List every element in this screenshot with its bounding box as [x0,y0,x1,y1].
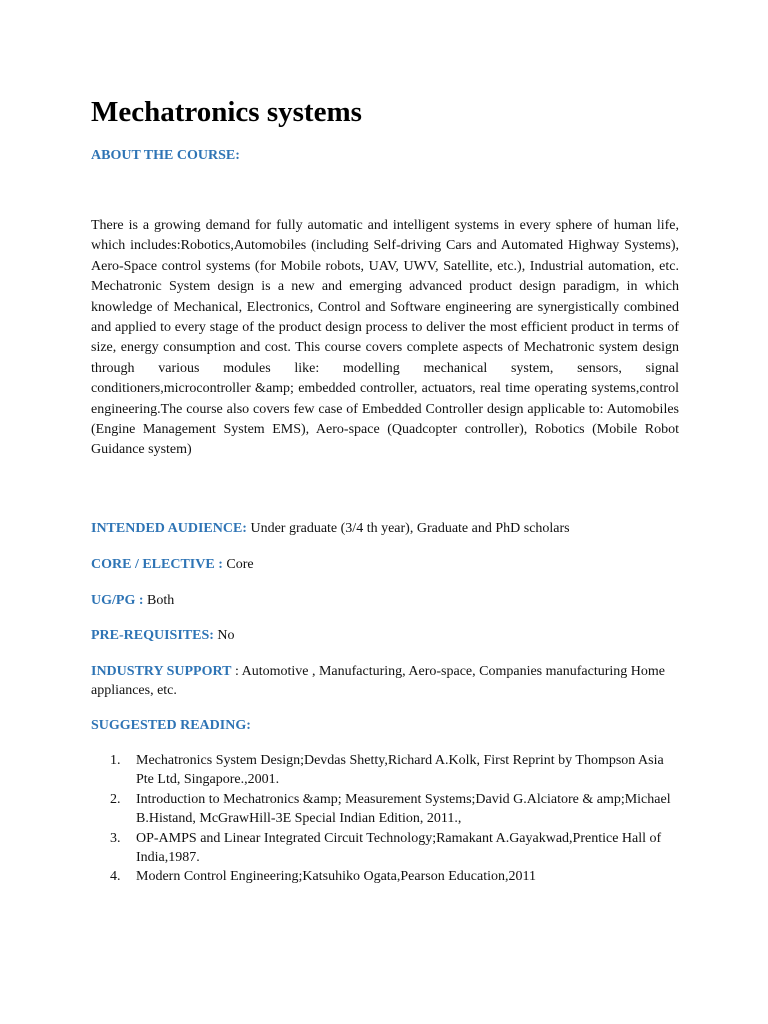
list-item [91,751,679,790]
industry-support-field [91,663,679,700]
list-item [91,867,679,886]
ug-pg-field [91,592,679,611]
industry-support-value: : Automotive , Manufacturing, Aero-space, Companies manufacturing Home appliances, etc. [91,664,665,698]
prerequisites-value: No [213,628,235,643]
course-description: There is a growing demand for fully automatic and intelligent systems in every sphere of human life, which includes:Robotics,Automobiles (including Self-driving Cars and Automated Highway Systems), Aero-Space control systems (for Mobile robots, UAV, UWV, Satellite, etc.), Industrial automation, etc. Mechatronic System design is a new and emerging advanced product design paradigm, in which knowledge of Mechanical, Electronics, Control and Software engineering are synergistically combined and applied to every stage of the product design process to deliver the most efficient product in terms of size, energy consumption and cost. This course covers complete aspects of Mechatronic system design through various modules like: modelling mechanical system, sensors, signal conditioners,microcontroller &amp; embedded controller, actuators, real time operating systems,control engineering.The course also covers few case of Embedded Controller design applicable to: Automobiles (Engine Management System EMS), Aero-space (Quadcopter controller), Robotics (Mobile Robot Guidance system) [91,218,679,458]
intended-audience-field [91,520,679,539]
core-elective-field [91,556,679,575]
industry-support-label: INDUSTRY SUPPORT [91,664,232,679]
list-item-number: 3. [110,830,121,846]
list-item-number: 1. [110,753,121,768]
suggested-reading-list [91,751,679,887]
list-item-text: Modern Control Engineering;Katsuhiko Ogata,Pearson Education,2011 [136,869,536,885]
list-item-number: 2. [110,791,121,807]
list-item-text: Mechatronics System Design;Devdas Shetty,Richard A.Kolk, First Reprint by Thompson Asia Pte Ltd, Singapore.,2001. [136,753,664,788]
ug-pg-value: Both [143,593,175,608]
prerequisites-field [91,627,679,646]
page-title: Mechatronics systems [91,96,362,128]
list-item-number: 4. [110,869,121,885]
suggested-reading-heading: SUGGESTED READING: [91,718,251,733]
list-item [91,829,679,868]
about-course-heading: ABOUT THE COURSE: [91,148,240,163]
list-item [91,790,679,829]
core-elective-value: Core [222,557,254,572]
ug-pg-label: UG/PG : [91,593,144,608]
list-item-text: Introduction to Mechatronics &amp; Measurement Systems;David G.Alciatore & amp;Michael B.Histand, McGrawHill-3E Special Indian Edition, 2011., [136,791,671,827]
intended-audience-value: Under graduate (3/4 th year), Graduate and PhD scholars [246,521,570,536]
list-item-text: OP-AMPS and Linear Integrated Circuit Technology;Ramakant A.Gayakwad,Prentice Hall of India,1987. [136,830,662,866]
intended-audience-label: INTENDED AUDIENCE: [91,521,247,536]
prerequisites-label: PRE-REQUISITES: [91,628,214,643]
core-elective-label: CORE / ELECTIVE : [91,557,223,572]
